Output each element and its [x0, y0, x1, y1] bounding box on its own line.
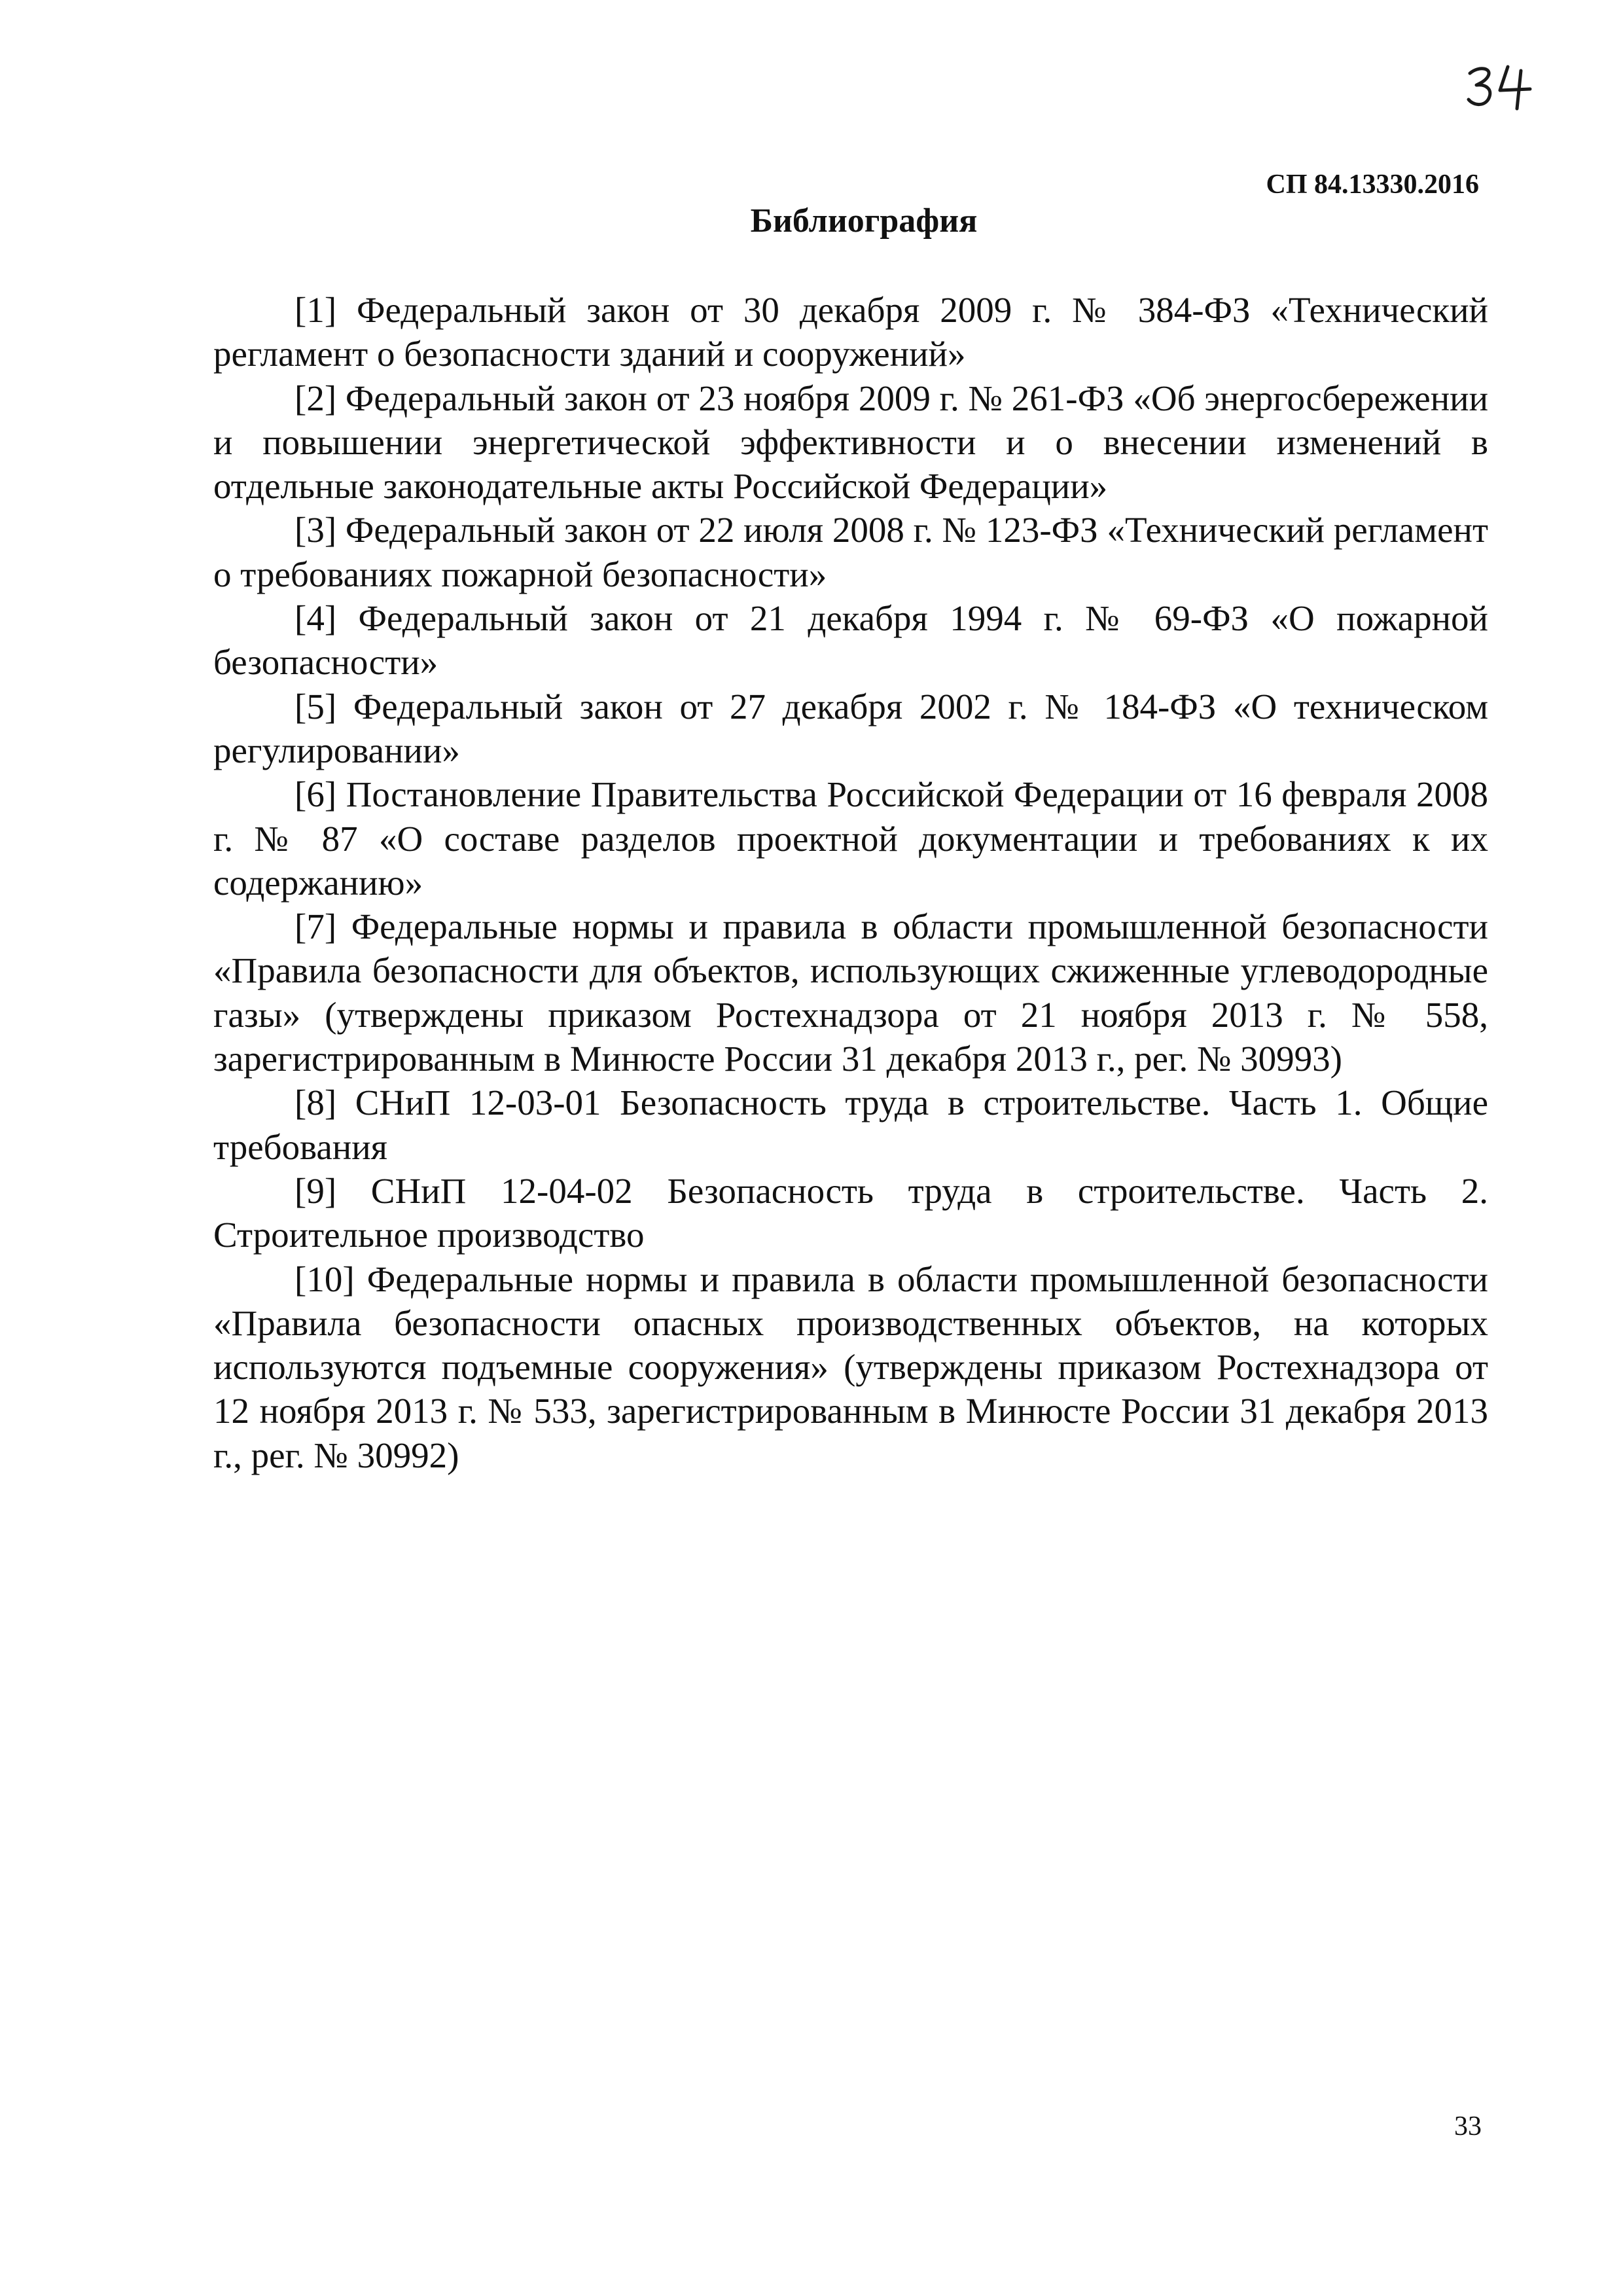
handwritten-page-number: [1466, 64, 1541, 111]
bibliography-entry-3: [3] Федеральный закон от 22 июля 2008 г. № 123-ФЗ «Технический регламент о требованиях пожарной безопасности»: [213, 510, 1488, 594]
bibliography-entry-7: [7] Федеральные нормы и правила в области промышленной безопасности «Правила безопасности для объектов, использующих сжиженные углеводородные газы» (утверждены приказом Ростехнадзора от 21 ноября 2013 г. № 558, зарегистрированным в Минюсте России 31 декабря 2013 г., рег. № 30993): [213, 906, 1488, 1079]
bibliography-list: [213, 288, 1488, 1477]
document-code: СП 84.13330.2016: [1266, 170, 1479, 200]
bibliography-entry-8: [8] СНиП 12-03-01 Безопасность труда в строительстве. Часть 1. Общие требования: [213, 1083, 1488, 1167]
bibliography-entry-9: [9] СНиП 12-04-02 Безопасность труда в строительстве. Часть 2. Строительное производство: [213, 1170, 1488, 1255]
bibliography-entry-4: [4] Федеральный закон от 21 декабря 1994 г. № 69-ФЗ «О пожарной безопасности»: [213, 598, 1488, 683]
page-number: 33: [1454, 2111, 1482, 2142]
page-title: Библиография: [750, 202, 978, 240]
bibliography-entry-10: [10] Федеральные нормы и правила в области промышленной безопасности «Правила безопасности опасных производственных объектов, на которых используются подъемные сооружения» (утверждены приказом Ростехнадзора от 12 ноября 2013 г. № 533, зарегистрированным в Минюсте России 31 декабря 2013 г., рег. № 30992): [213, 1259, 1488, 1475]
bibliography-entry-1: [1] Федеральный закон от 30 декабря 2009 г. № 384-ФЗ «Технический регламент о безопасности зданий и сооружений»: [213, 290, 1488, 374]
bibliography-entry-2: [2] Федеральный закон от 23 ноября 2009 г. № 261-ФЗ «Об энергосбережении и повышении энергетической эффективности и о внесении изменений в отдельные законодательные акты Российской Федерации»: [213, 378, 1488, 507]
bibliography-entry-5: [5] Федеральный закон от 27 декабря 2002 г. № 184-ФЗ «О техническом регулировании»: [213, 686, 1488, 770]
bibliography-entry-6: [6] Постановление Правительства Российской Федерации от 16 февраля 2008 г. № 87 «О составе разделов проектной документации и требованиях к их содержанию»: [213, 774, 1488, 903]
